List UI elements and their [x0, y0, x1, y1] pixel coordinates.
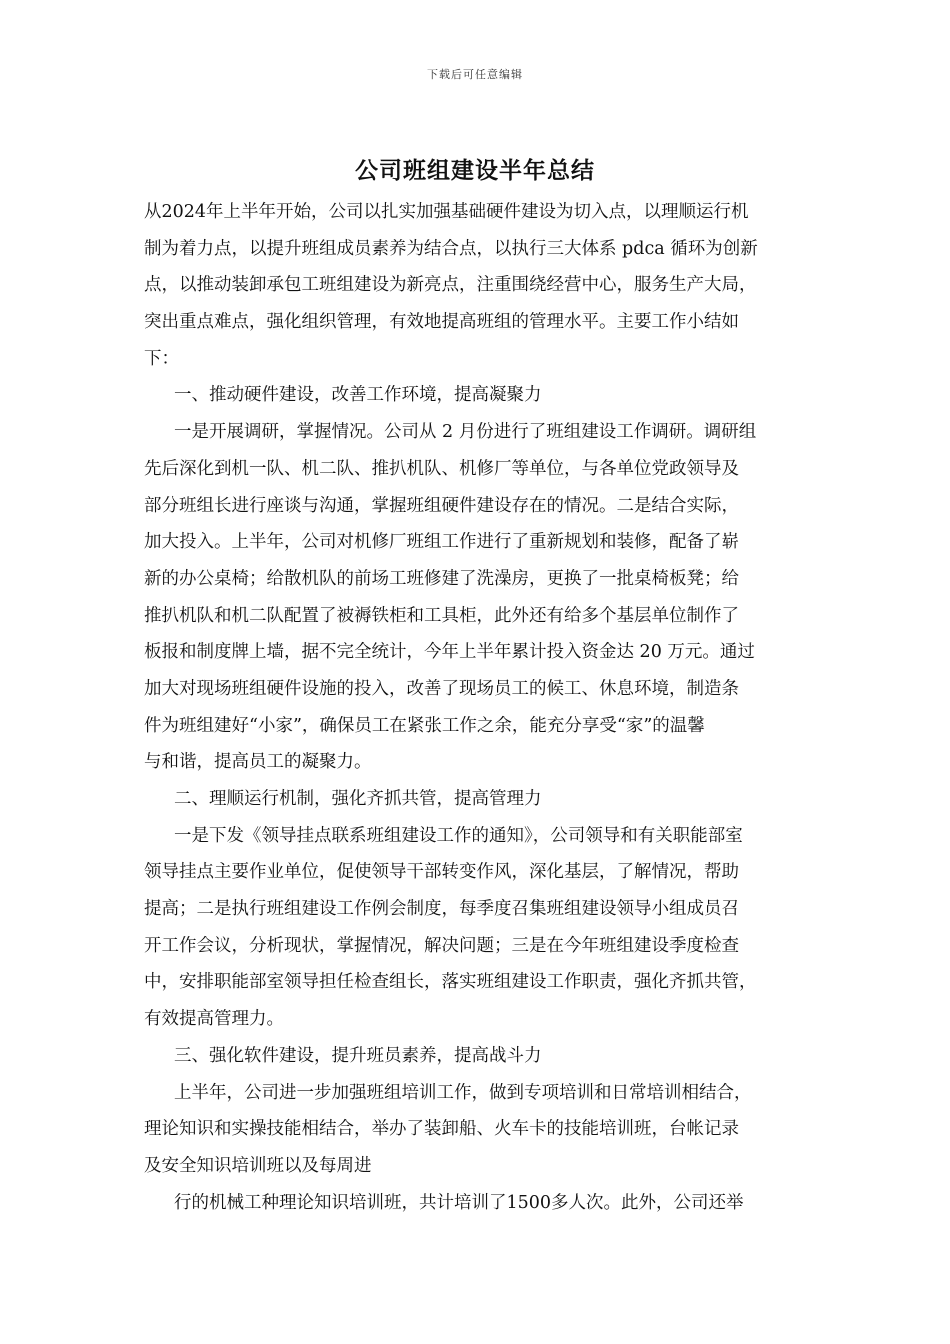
body-text-line: 板报和制度牌上墙，据不完全统计，今年上半年累计投入资金达 20 万元。通过	[144, 642, 755, 663]
body-text-line: 有效提高管理力。	[144, 1009, 284, 1030]
body-text-line: 中，安排职能部室领导担任检查组长，落实班组建设工作职责，强化齐抓共管，	[144, 972, 757, 993]
body-text-line: 从2024年上半年开始，公司以扎实加强基础硬件建设为切入点，以理顺运行机	[144, 202, 749, 222]
body-text-line: 加大对现场班组硬件设施的投入，改善了现场员工的候工、休息环境，制造条	[144, 678, 739, 699]
body-text-line: 突出重点难点，强化组织管理，有效地提高班组的管理水平。主要工作小结如	[144, 312, 739, 333]
body-text-line: 提高；二是执行班组建设工作例会制度，每季度召集班组建设领导小组成员召	[144, 899, 739, 920]
document-title: 公司班组建设半年总结	[355, 157, 595, 184]
body-text-line: 件为班组建好“小家”，确保员工在紧张工作之余，能充分享受“家”的温馨	[144, 715, 705, 736]
body-text-line: 一是开展调研，掌握情况。公司从 2 月份进行了班组建设工作调研。调研组	[174, 422, 757, 443]
body-text-line: 加大投入。上半年，公司对机修厂班组工作进行了重新规划和装修，配备了崭	[144, 532, 739, 553]
body-text-line: 三、强化软件建设，提升班员素养，提高战斗力	[174, 1045, 542, 1066]
body-text-line: 点，以推动装卸承包工班组建设为新亮点，注重围绕经营中心，服务生产大局，	[144, 275, 757, 296]
body-text-line: 制为着力点，以提升班组成员素养为结合点，以执行三大体系 pdca 循环为创新	[144, 238, 758, 259]
body-text-line: 先后深化到机一队、机二队、推扒机队、机修厂等单位，与各单位党政领导及	[144, 458, 739, 479]
body-text-line: 一、推动硬件建设，改善工作环境，提高凝聚力	[174, 385, 542, 406]
body-text-line: 行的机械工种理论知识培训班，共计培训了1500多人次。此外，公司还举	[174, 1192, 744, 1213]
body-text-line: 与和谐，提高员工的凝聚力。	[144, 752, 372, 773]
body-text-line: 下：	[144, 348, 179, 369]
body-text-line: 上半年，公司进一步加强班组培训工作，做到专项培训和日常培训相结合，	[174, 1082, 752, 1103]
body-text-line: 一是下发《领导挂点联系班组建设工作的通知》，公司领导和有关职能部室	[174, 825, 743, 846]
body-text-line: 开工作会议，分析现状，掌握情况，解决问题；三是在今年班组建设季度检查	[144, 935, 739, 956]
header-note: 下载后可任意编辑	[427, 68, 523, 81]
body-text-line: 推扒机队和机二队配置了被褥铁柜和工具柜，此外还有给多个基层单位制作了	[144, 605, 739, 626]
body-text-line: 及安全知识培训班以及每周进	[144, 1155, 372, 1176]
body-text-line: 部分班组长进行座谈与沟通，掌握班组硬件建设存在的情况。二是结合实际，	[144, 495, 739, 516]
body-text-line: 二、理顺运行机制，强化齐抓共管，提高管理力	[174, 789, 542, 809]
body-text-line: 新的办公桌椅；给散机队的前场工班修建了洗澡房，更换了一批桌椅板凳；给	[144, 568, 739, 589]
document-body	[144, 194, 824, 1221]
body-text-line: 理论知识和实操技能相结合，举办了装卸船、火车卡的技能培训班，台帐记录	[144, 1119, 739, 1140]
body-text-line: 领导挂点主要作业单位，促使领导干部转变作风，深化基层，了解情况，帮助	[144, 862, 739, 883]
